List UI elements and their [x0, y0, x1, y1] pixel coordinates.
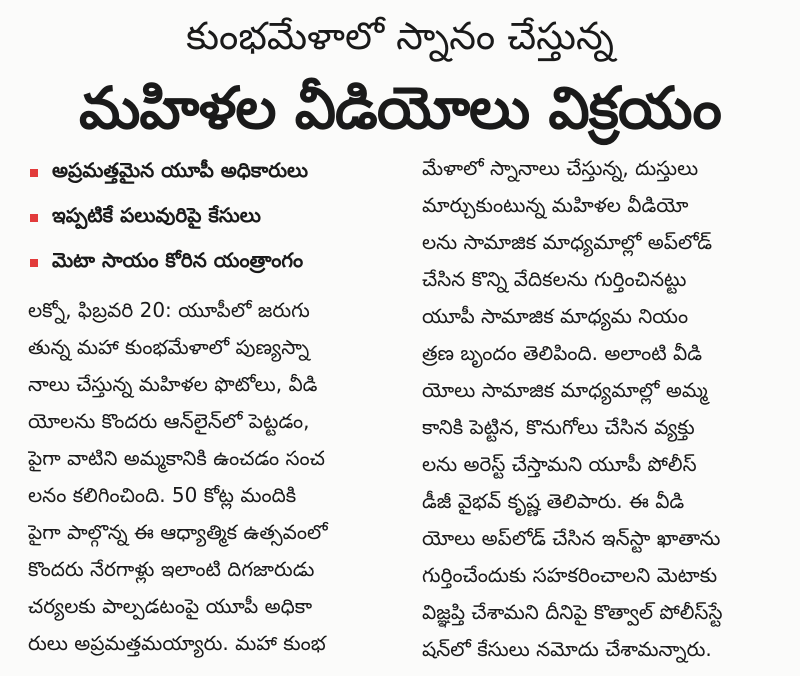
body-line: పైగా వాటిని అమ్మకానికి ఉంచడం సంచ [28, 446, 325, 470]
highlight-text: మెటా సాయం కోరిన యంత్రాంగం [52, 248, 304, 272]
highlights-box [28, 150, 406, 285]
headline-kicker: కుంభమేళాలో స్నానం చేస్తున్న [186, 14, 614, 58]
page-title: మహిళల వీడియోలు విక్రయం [79, 74, 721, 142]
body-line: లక్నో, ఫిబ్రవరి 20: యూపీలో జరుగు [28, 298, 310, 322]
body-line: యోలను కొందరు ఆన్‌లైన్‌లో పెట్టడం, [28, 409, 310, 433]
body-line: గుర్తించేందుకు సహకరించాలని మెటాకు [422, 563, 718, 587]
article-body-right-column [422, 150, 782, 668]
body-line: తున్న మహా కుంభమేళాలో పుణ్యస్నా [28, 335, 310, 359]
body-line: యూపీ సామాజిక మాధ్యమ నియం [422, 304, 689, 328]
body-line: లను సామాజిక మాధ్యమాల్లో అప్‌లోడ్ [422, 230, 713, 254]
body-line: డీజీ వైభవ్ కృష్ణ తెలిపారు. ఈ వీడి [422, 489, 685, 513]
body-line: యోలు అప్‌లోడ్ చేసిన ఇన్‌స్టా ఖాతాను [422, 526, 721, 550]
bullet-square-icon [30, 259, 38, 267]
bullet-square-icon [30, 214, 38, 222]
body-line: కొందరు నేరగాళ్లు ఇలాంటి దిగజారుడు [28, 557, 315, 581]
body-line: షన్‌లో కేసులు నమోదు చేశామన్నారు. [422, 637, 712, 661]
bullet-square-icon [30, 169, 38, 177]
highlights-list [28, 150, 406, 285]
body-line: త్రణ బృందం తెలిపింది. అలాంటి వీడి [422, 341, 703, 365]
body-line: చేసిన కొన్ని వేదికలను గుర్తించినట్టు [422, 267, 687, 291]
body-line: కానికి పెట్టిన, కొనుగోలు చేసిన వ్యక్తు [422, 415, 695, 439]
body-line: మేళాలో స్నానాలు చేస్తున్న, దుస్తులు [422, 156, 699, 180]
highlight-text: అప్రమత్తమైన యూపీ అధికారులు [52, 158, 309, 182]
article-body-left-column [28, 292, 406, 662]
highlight-item [28, 150, 406, 195]
body-line: మార్చుకుంటున్న మహిళల వీడియో [422, 193, 689, 217]
highlight-item [28, 240, 406, 285]
body-line: యోలు సామాజిక మాధ్యమాల్లో అమ్మ [422, 378, 708, 402]
body-line: నాలు చేస్తున్న మహిళల ఫొటోలు, వీడి [28, 372, 318, 396]
body-line: విజ్ఞప్తి చేశామని దీనిపై కొత్వాల్ పోలీస్‌స్టే [422, 600, 723, 624]
body-line: లను అరెస్ట్ చేస్తామని యూపీ పోలీస్ [422, 452, 697, 476]
body-line: లనం కలిగించింది. 50 కోట్ల మందికి [28, 483, 297, 507]
body-line: పైగా పాల్గొన్న ఈ ఆధ్యాత్మిక ఉత్సవంలో [28, 520, 328, 544]
highlight-text: ఇప్పటికే పలువురిపై కేసులు [52, 203, 261, 227]
highlight-item [28, 195, 406, 240]
body-line: చర్యలకు పాల్పడటంపై యూపీ అధికా [28, 594, 313, 618]
body-line: రులు అప్రమత్తమయ్యారు. మహా కుంభ [28, 631, 326, 655]
